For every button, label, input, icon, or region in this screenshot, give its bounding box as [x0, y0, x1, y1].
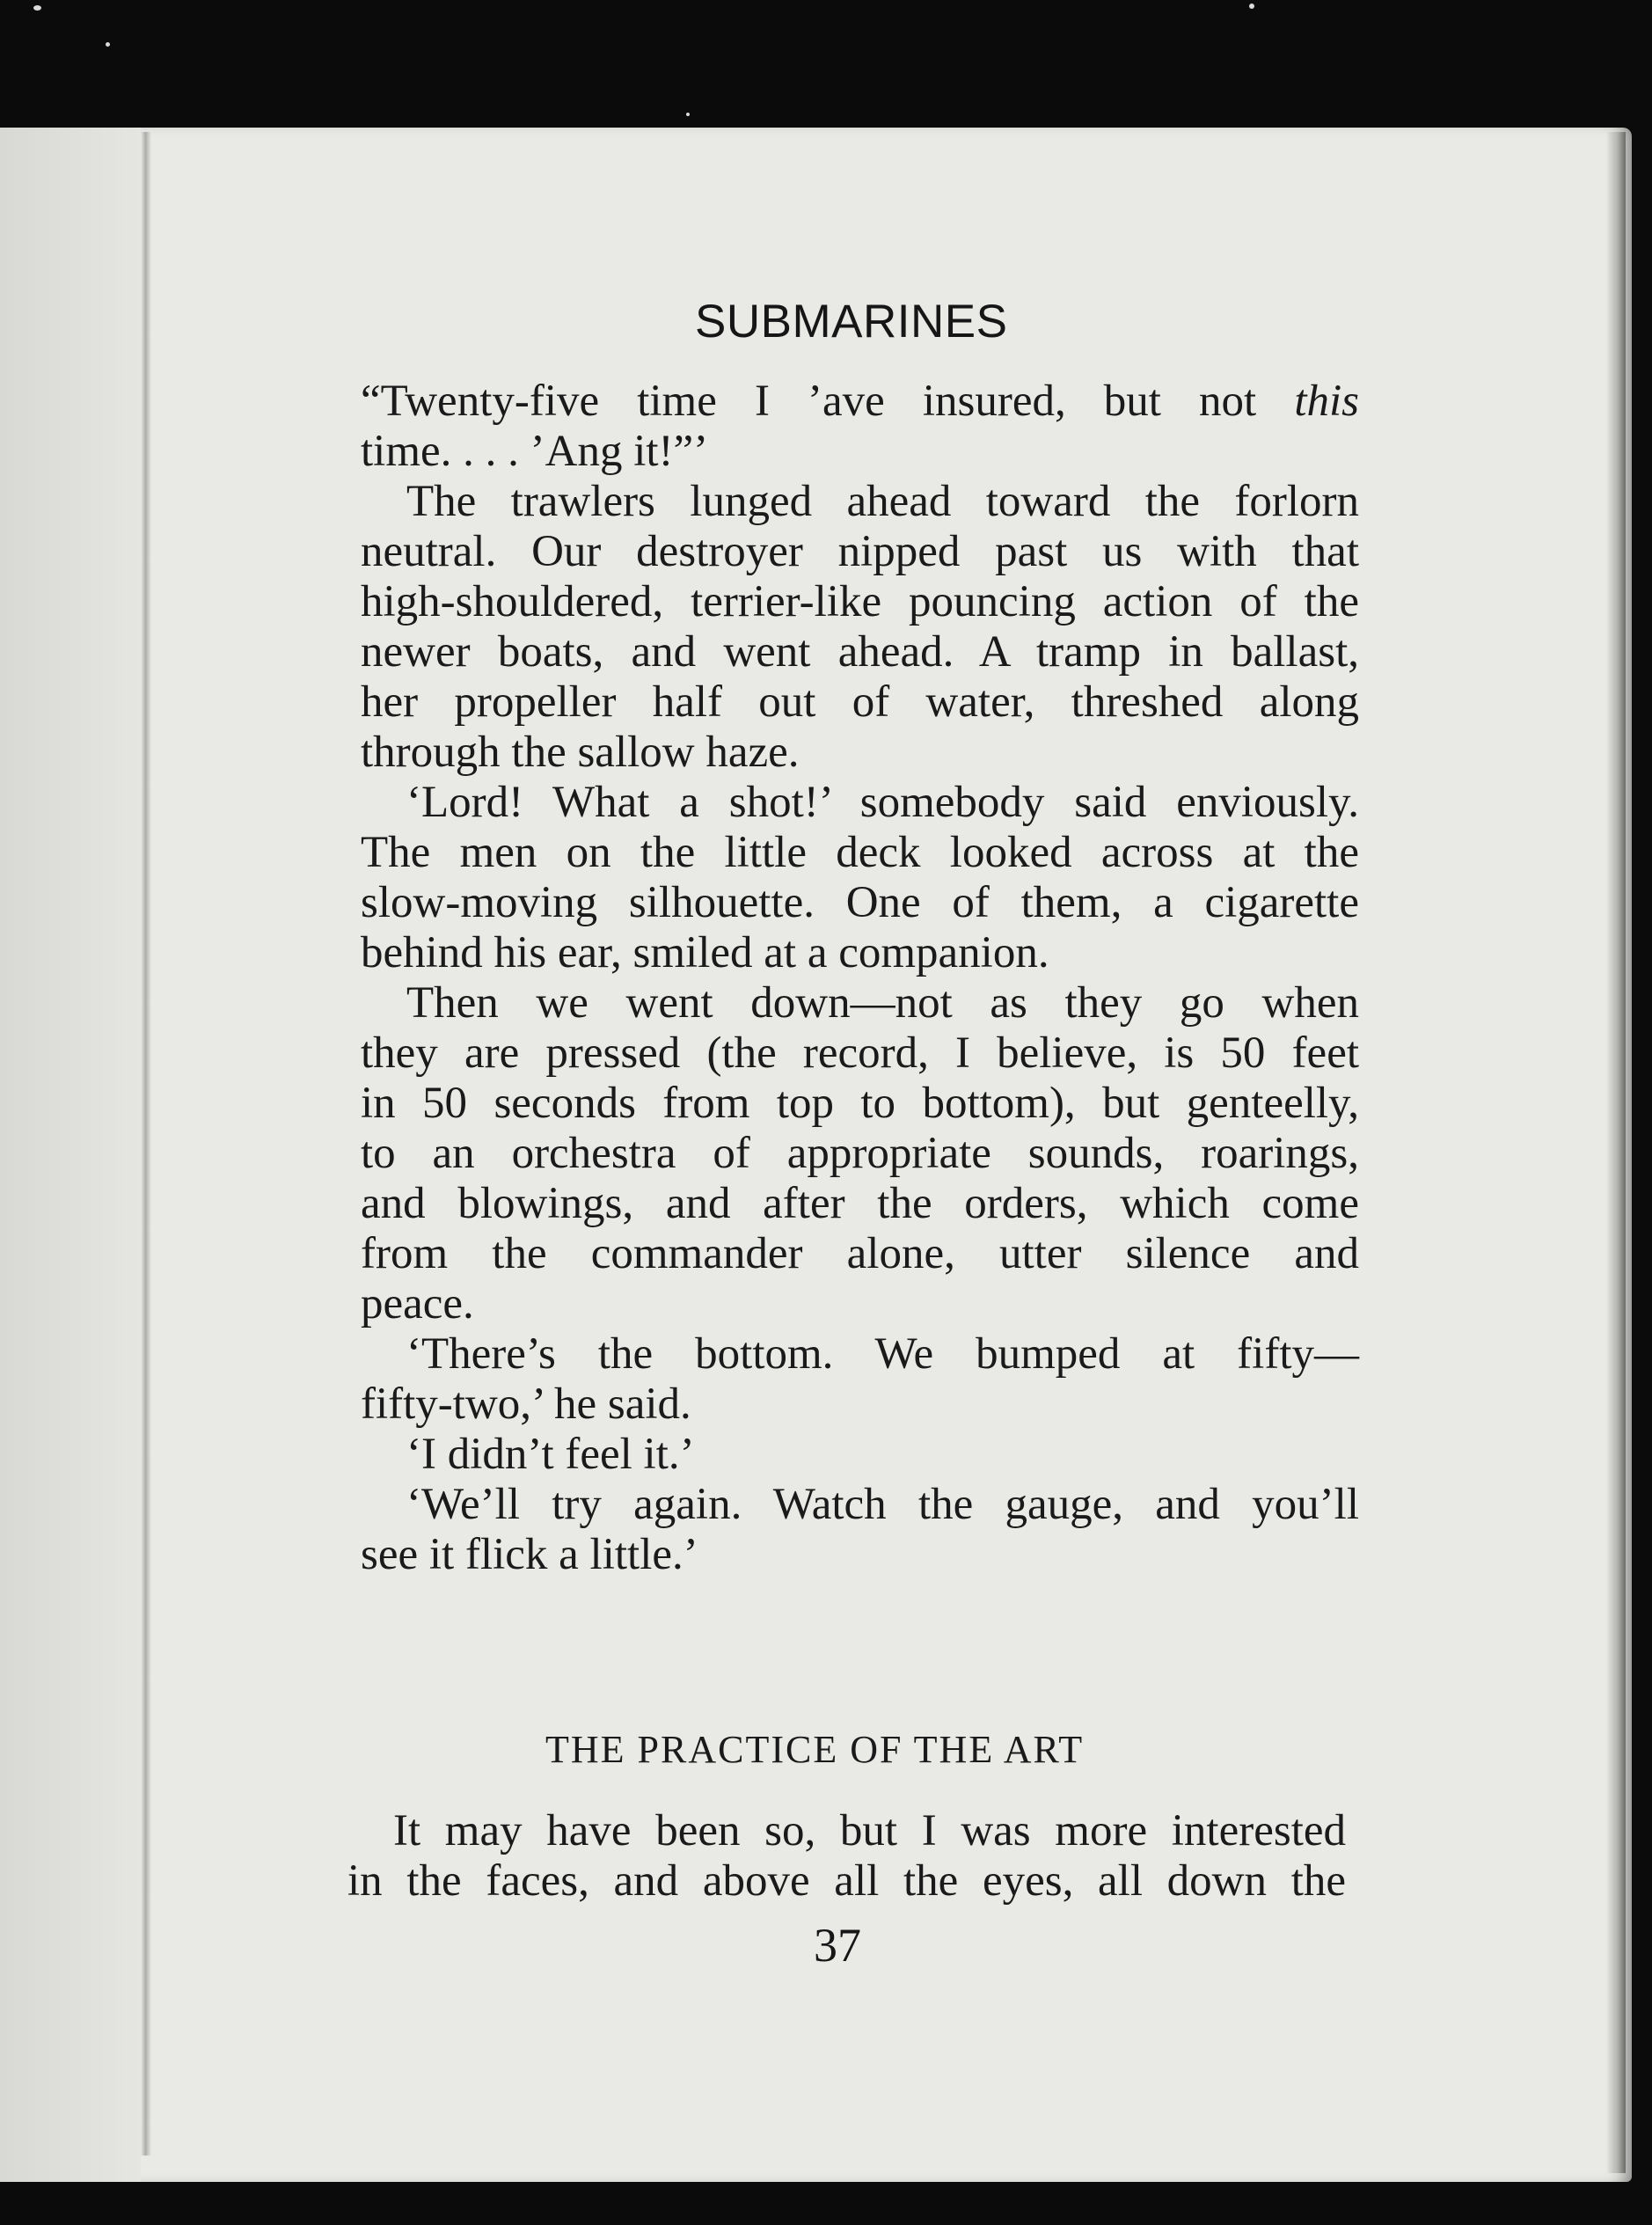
body-text	[361, 377, 1359, 1580]
text-line-content: they are pressed (the record, I believe, is 50 feet	[361, 1028, 1359, 1078]
text-line-content: to an orchestra of appropriate sounds, roarings,	[361, 1129, 1359, 1178]
text-line	[347, 1806, 1346, 1856]
text-line-content: ‘Lord! What a shot!’ somebody said enviously.	[406, 778, 1359, 827]
text-line-content: The trawlers lunged ahead toward the forlorn	[406, 477, 1359, 526]
scan-speck	[106, 42, 110, 47]
scan-speck	[686, 113, 690, 116]
running-head: SUBMARINES	[695, 296, 1008, 348]
text-line-content: her propeller half out of water, threshed along	[361, 677, 1359, 727]
text-line	[361, 377, 1359, 427]
section-heading: THE PRACTICE OF THE ART	[545, 1728, 1085, 1771]
text-line	[361, 728, 1359, 778]
text-line	[361, 627, 1359, 677]
text-line	[361, 828, 1359, 878]
text-line	[361, 1430, 1359, 1480]
text-line-content: ‘I didn’t feel it.’	[406, 1430, 695, 1479]
text-line	[361, 677, 1359, 728]
text-line	[361, 577, 1359, 627]
text-line-content: neutral. Our destroyer nipped past us with that	[361, 527, 1359, 576]
text-line-content: high-shouldered, terrier-like pouncing action of the	[361, 577, 1359, 626]
page-edge-shadow	[1606, 132, 1626, 2173]
page-number: 37	[814, 1919, 861, 1972]
text-line-content: The men on the little deck looked across at the	[361, 828, 1359, 877]
text-line	[361, 978, 1359, 1028]
text-line	[361, 477, 1359, 527]
text-line-content: peace.	[361, 1279, 474, 1328]
text-line-content: “Twenty-five time I ’ave insured, but not	[361, 377, 1295, 426]
text-line-content: in 50 seconds from top to bottom), but genteelly,	[361, 1079, 1359, 1128]
text-line	[361, 1530, 1359, 1580]
text-line	[361, 1028, 1359, 1079]
text-line	[361, 1480, 1359, 1530]
text-line	[361, 527, 1359, 577]
text-line	[361, 878, 1359, 928]
text-line-content: in the faces, and above all the eyes, all down the	[347, 1856, 1346, 1906]
text-line	[361, 928, 1359, 978]
text-line	[361, 1279, 1359, 1329]
facing-page-margin	[0, 128, 141, 2182]
text-line-content: from the commander alone, utter silence and	[361, 1229, 1359, 1278]
scan-speck	[1249, 4, 1254, 9]
text-line-content: ‘There’s the bottom. We bumped at fifty—	[406, 1329, 1359, 1379]
text-line-content: ‘We’ll try again. Watch the gauge, and you’ll	[406, 1480, 1359, 1529]
text-line	[361, 1229, 1359, 1279]
text-line-content: behind his ear, smiled at a companion.	[361, 928, 1049, 977]
text-line-content: newer boats, and went ahead. A tramp in ballast,	[361, 627, 1359, 677]
text-line-content: time. . . . ’Ang it!”’	[361, 427, 709, 476]
text-line	[361, 1079, 1359, 1129]
text-line	[361, 1179, 1359, 1229]
text-line-content: through the sallow haze.	[361, 728, 800, 777]
text-line-content: It may have been so, but I was more interested	[393, 1806, 1346, 1855]
text-line-content: slow-moving silhouette. One of them, a cigarette	[361, 878, 1359, 927]
text-line-content: and blowings, and after the orders, which come	[361, 1179, 1359, 1228]
text-line-content: Then we went down—not as they go when	[406, 978, 1359, 1028]
text-line	[361, 427, 1359, 477]
scan-speck	[33, 5, 41, 11]
section-text	[347, 1806, 1346, 1907]
text-line-content: see it flick a little.’	[361, 1530, 698, 1579]
text-line	[361, 1380, 1359, 1430]
italic-word: this	[1294, 377, 1359, 426]
text-line	[361, 1129, 1359, 1179]
text-line	[361, 778, 1359, 828]
text-line-content: fifty-two,’ he said.	[361, 1380, 691, 1429]
text-line	[347, 1856, 1346, 1907]
text-line	[361, 1329, 1359, 1380]
book-gutter	[141, 132, 151, 2155]
